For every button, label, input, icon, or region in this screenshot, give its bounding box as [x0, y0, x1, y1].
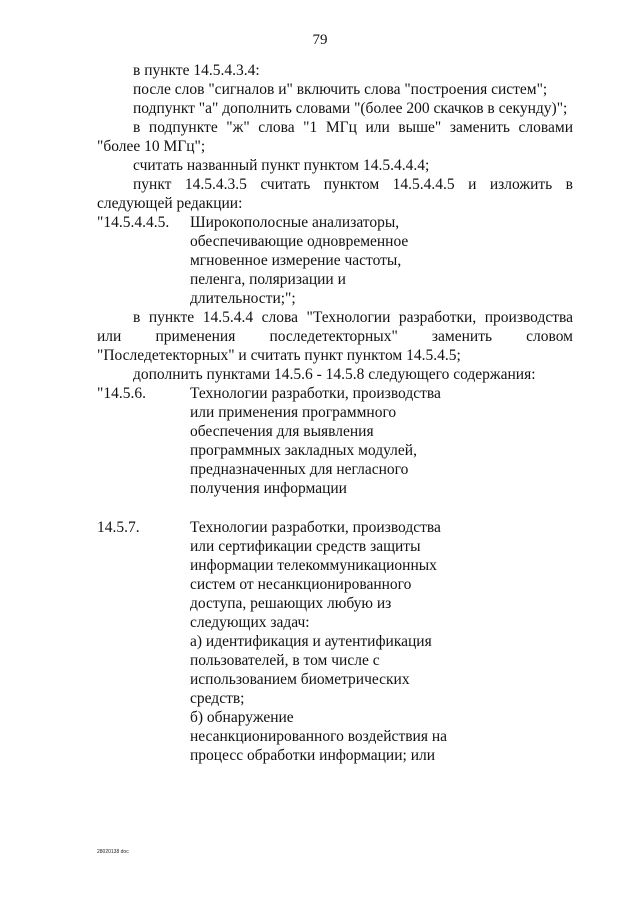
list-item-14-5-6: [97, 384, 573, 498]
document-body: [97, 61, 573, 765]
item-line: или сертификации средств защиты: [190, 538, 421, 555]
paragraph-renumber-14-5-4-4-4: считать названный пункт пунктом 14.5.4.4.4;: [133, 157, 430, 174]
paragraph-add-items: дополнить пунктами 14.5.6 - 14.5.8 следующего содержания:: [133, 366, 536, 383]
item-line: следующих задач:: [190, 614, 310, 631]
item-text: [190, 518, 573, 765]
paragraph-amend-14-5-4-4: в пункте 14.5.4.4 слова "Технологии разработки, производства или применения последетекторных" заменить словом "Последетекторных" и считать пункт пунктом 14.5.4.5;: [97, 309, 573, 364]
item-line: обеспечения для выявления: [190, 423, 374, 440]
page-number: 79: [312, 32, 328, 48]
item-line: обеспечивающие одновременное: [190, 233, 409, 250]
item-text: [190, 213, 573, 308]
item-line: средств;: [190, 690, 245, 707]
spacer: [97, 498, 573, 518]
item-line: получения информации: [190, 480, 347, 497]
paragraph-amend-14-5-4-3-4: в пункте 14.5.4.3.4:: [133, 62, 260, 79]
item-line: процесс обработки информации; или: [190, 747, 436, 764]
item-line: Технологии разработки, производства: [190, 385, 441, 402]
item-line: доступа, решающих любую из: [190, 595, 392, 612]
item-line: пользователей, в том числе с: [190, 652, 380, 669]
paragraph-subitem-zh: в подпункте "ж" слова "1 МГц или выше" заменить словами "более 10 МГц";: [97, 119, 573, 155]
item-number: 14.5.7.: [97, 519, 140, 536]
item-line: систем от несанкционированного: [190, 576, 412, 593]
item-line: предназначенных для негласного: [190, 461, 409, 478]
item-number: "14.5.6.: [97, 385, 146, 402]
paragraph-insert-words: после слов "сигналов и" включить слова "построения систем";: [133, 81, 548, 98]
item-line: или применения программного: [190, 404, 397, 421]
item-line: пеленга, поляризации и: [190, 271, 346, 288]
item-line: информации телекоммуникационных: [190, 557, 437, 574]
item-line: мгновенное измерение частоты,: [190, 252, 402, 269]
item-line: б) обнаружение: [190, 709, 294, 726]
list-item-14-5-7: [97, 518, 573, 765]
list-item-14-5-4-4-5: [97, 213, 573, 308]
item-line: Технологии разработки, производства: [190, 519, 441, 536]
item-line: а) идентификация и аутентификация: [190, 633, 432, 650]
item-line: несанкционированного воздействия на: [190, 728, 448, 745]
item-line: программных закладных модулей,: [190, 442, 417, 459]
paragraph-subitem-a: подпункт "а" дополнить словами "(более 200 скачков в секунду)";: [133, 100, 568, 117]
item-line: Широкополосные анализаторы,: [190, 214, 400, 231]
item-text: [190, 384, 573, 498]
footer-file-code: 28020138 doc: [97, 849, 129, 855]
item-line: длительности;";: [190, 290, 296, 307]
item-line: использованием биометрических: [190, 671, 410, 688]
item-number: "14.5.4.4.5.: [97, 214, 170, 231]
paragraph-renumber-14-5-4-4-5: пункт 14.5.4.3.5 считать пунктом 14.5.4.4.5 и изложить в следующей редакции:: [97, 176, 573, 212]
